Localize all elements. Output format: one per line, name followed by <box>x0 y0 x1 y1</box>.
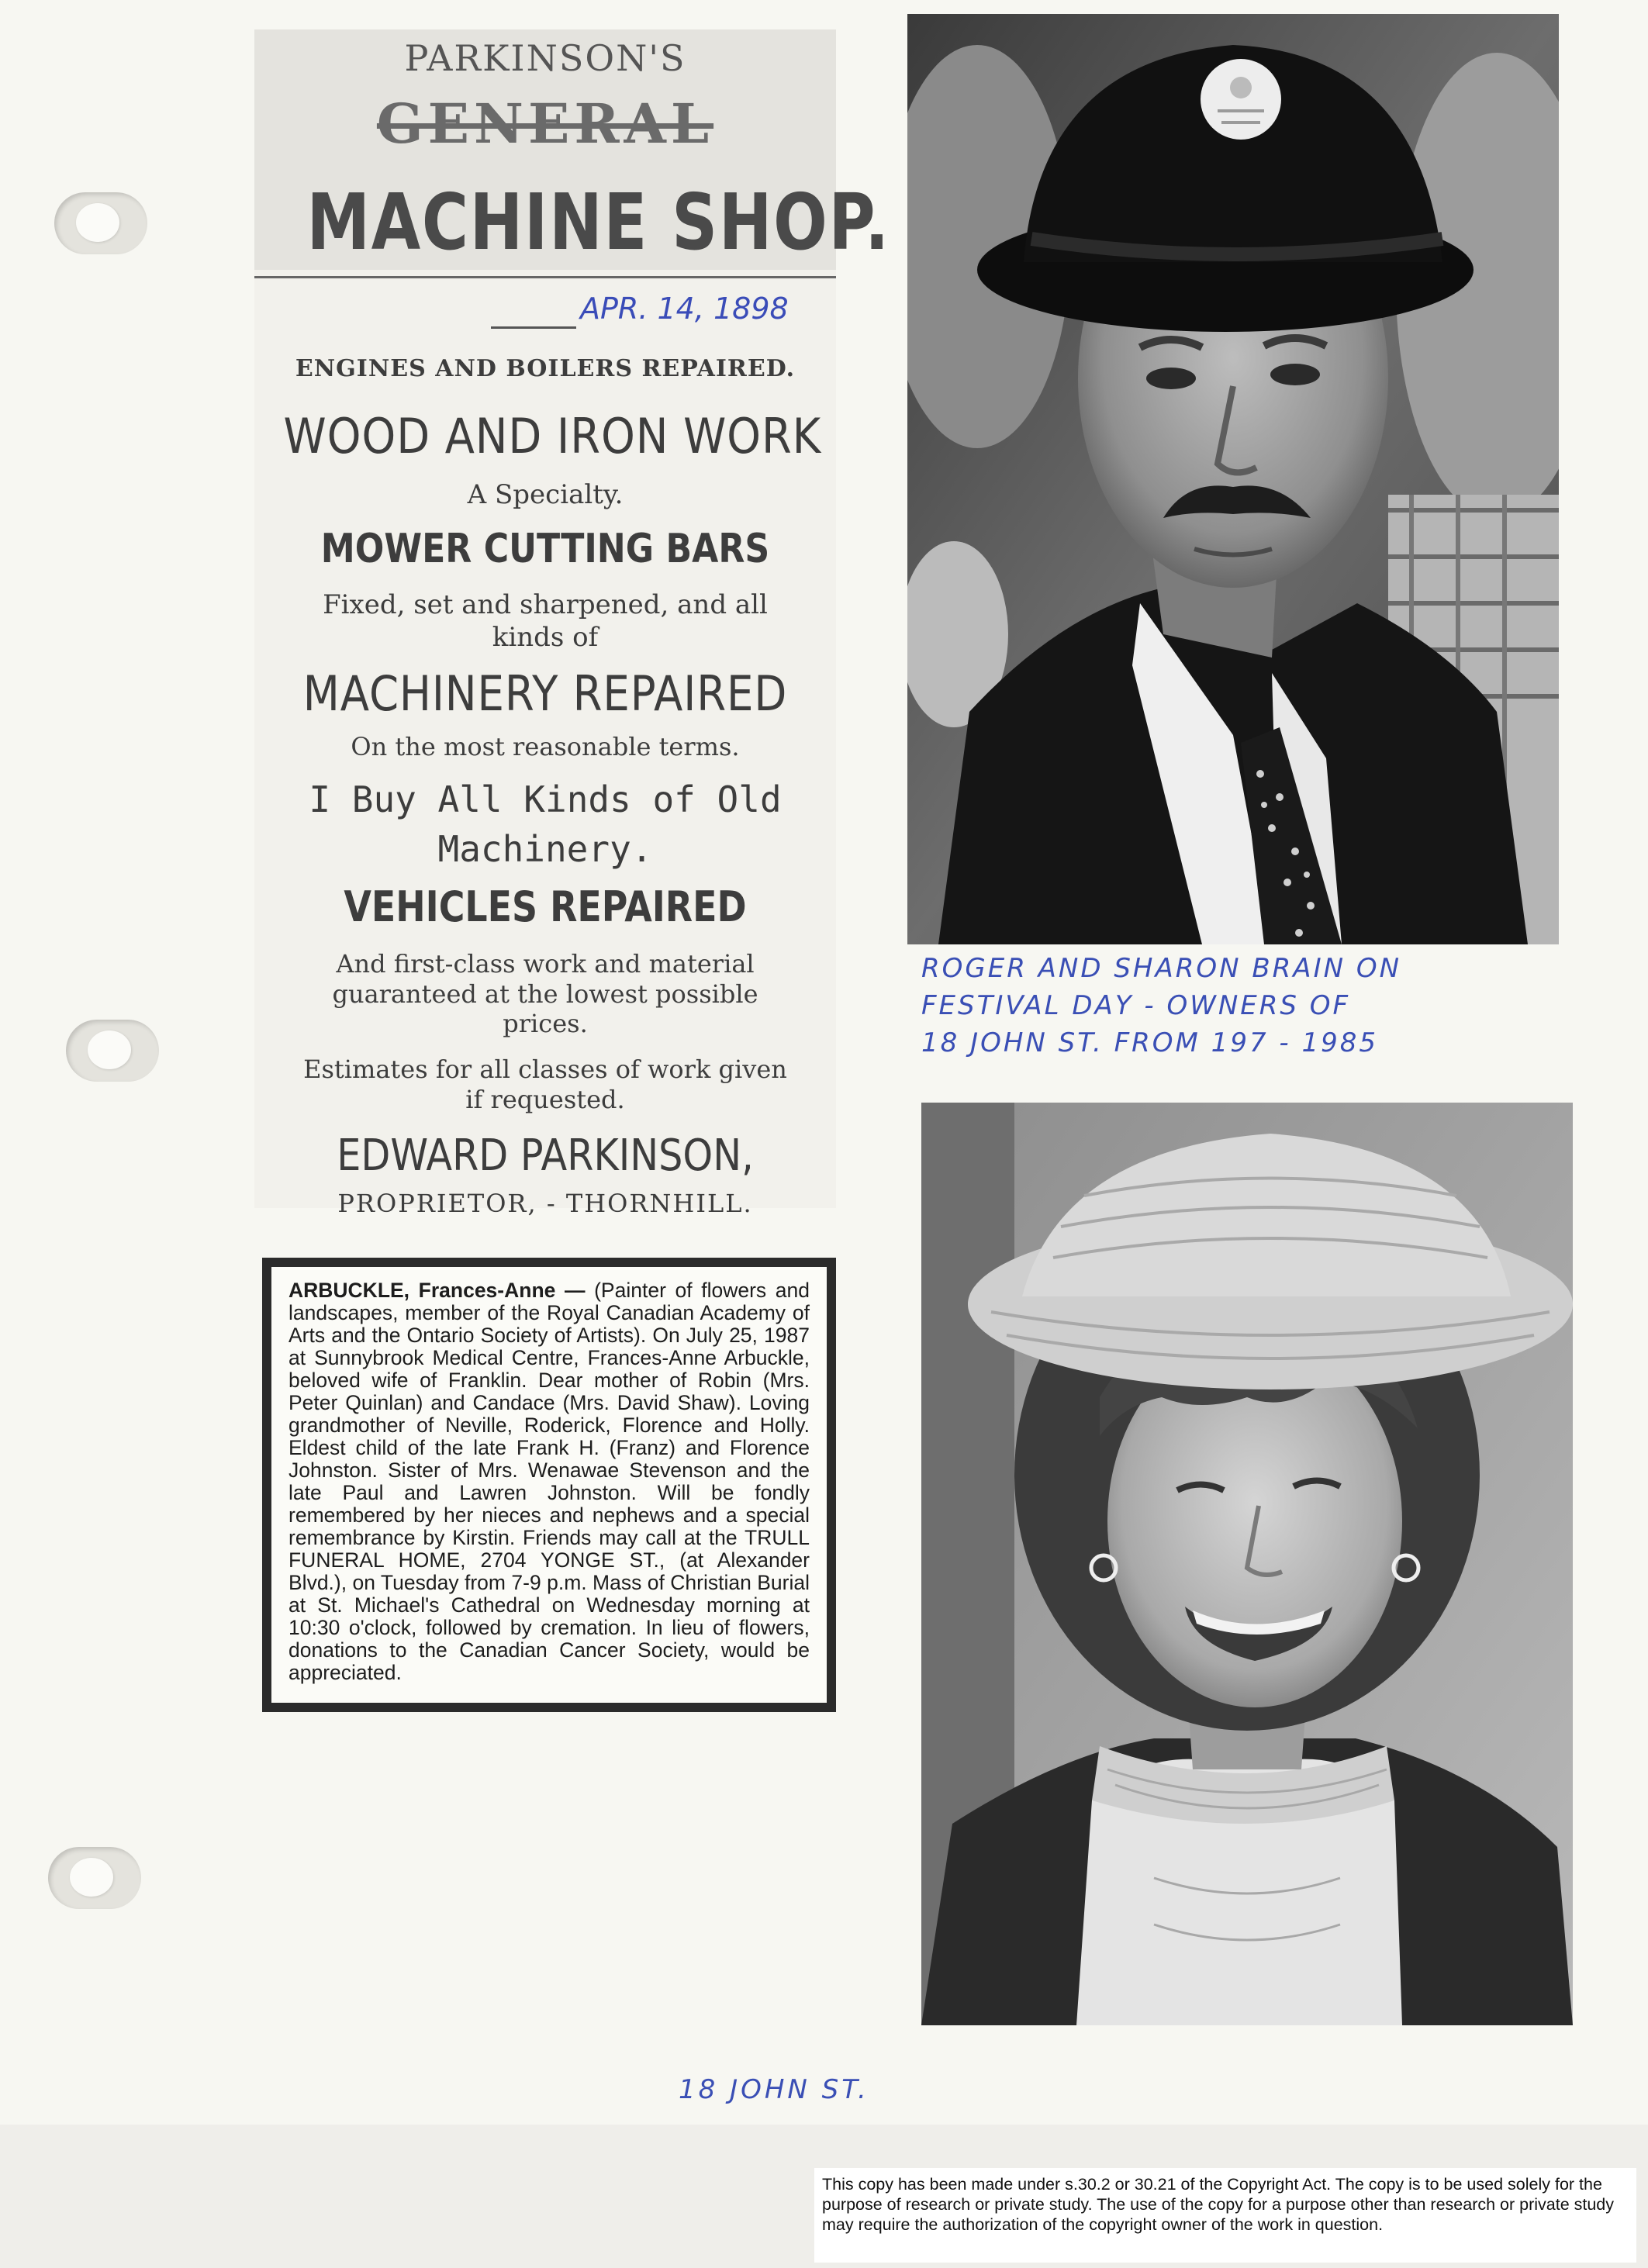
ad-line-guaranteed: guaranteed at the lowest possible <box>332 979 758 1009</box>
ad-general: GENERAL <box>376 91 714 156</box>
photo-man-illustration <box>907 14 1559 944</box>
binder-hole-middle <box>66 1020 159 1082</box>
machine-shop-advertisement <box>254 29 890 1218</box>
photo-man-bowler-hat <box>907 14 1559 944</box>
bottom-address-note: 18 JOHN ST. <box>679 2074 869 2105</box>
binder-hole-top <box>54 192 147 254</box>
ad-line-mower: MOWER CUTTING BARS <box>320 526 770 572</box>
photo-woman-illustration <box>921 1103 1573 2025</box>
caption-line-1: ROGER AND SHARON BRAIN ON <box>921 953 1402 984</box>
ad-line-engines: ENGINES AND BOILERS REPAIRED. <box>295 355 796 382</box>
ad-line-proprietor-location: PROPRIETOR, - THORNHILL. <box>337 1189 753 1218</box>
photo-caption <box>921 950 1557 1062</box>
ad-line-requested: if requested. <box>465 1085 625 1114</box>
photo-woman-straw-hat <box>921 1103 1573 2025</box>
ad-line-fixed: Fixed, set and sharpened, and all <box>323 589 768 620</box>
ad-line-machinery-repaired: MACHINERY REPAIRED <box>302 665 788 722</box>
ad-line-vehicles: VEHICLES REPAIRED <box>344 882 747 931</box>
ad-short-divider <box>491 326 576 329</box>
ad-line-specialty: A Specialty. <box>467 479 624 510</box>
ad-line-first-class: And first-class work and material <box>336 949 755 979</box>
binder-hole-bottom <box>48 1847 141 1909</box>
copyright-notice: This copy has been made under s.30.2 or 30.21 of the Copyright Act. The copy is to be used solely for the purpose of research or private study. The use of the copy for a purpose other than research or private study may require the authorization of the copyright owner of the work in question. <box>814 2168 1636 2263</box>
handwritten-date: APR. 14, 1898 <box>580 292 789 326</box>
obituary-text <box>288 1279 810 1684</box>
ad-line-prices: prices. <box>503 1009 588 1038</box>
ad-line-old-machinery: Machinery. <box>437 828 653 870</box>
caption-line-2: FESTIVAL DAY - OWNERS OF <box>921 990 1351 1021</box>
ad-line-buy: I Buy All Kinds of Old <box>309 778 782 820</box>
ad-line-wood-iron: WOOD AND IRON WORK <box>283 408 822 464</box>
ad-line-proprietor-name: EDWARD PARKINSON, <box>337 1131 754 1181</box>
ad-divider <box>254 276 836 278</box>
ad-line-estimates: Estimates for all classes of work given <box>303 1055 787 1084</box>
caption-line-3: 18 JOHN ST. FROM 197 - 1985 <box>921 1027 1378 1058</box>
ad-owner-name: PARKINSON'S <box>404 37 686 79</box>
obituary-name: ARBUCKLE, Frances-Anne — <box>288 1279 586 1302</box>
obituary-clipping <box>262 1258 836 1712</box>
ad-line-kinds: kinds of <box>492 622 599 653</box>
ad-line-terms: On the most reasonable terms. <box>351 732 740 761</box>
obituary-body: (Painter of flowers and landscapes, member of the Royal Canadian Academy of Arts and the Ontario Society of Artists). On July 25, 1987 at Sunnybrook Medical Centre, Frances-Anne Arbuckle, beloved wife of Franklin. Dear mother of Robin (Mrs. Peter Quinlan) and Candace (Mrs. David Shaw). Loving grandmother of Neville, Roderick, Florence and Holly. Eldest child of the late Frank H. (Franz) and Florence Johnston. Sister of Mrs. Wenawae Stevenson and the late Paul and Lawren Johnston. Will be fondly remembered by her nieces and nephews and a special remembrance by Kirstin. Friends may call at the TRULL FUNERAL HOME, 2704 YONGE ST., (at Alexander Blvd.), on Tuesday from 7-9 p.m. Mass of Christian Burial at St. Michael's Cathedral on Wednesday morning at 10:30 o'clock, followed by cremation. In lieu of flowers, donations to the Canadian Cancer Society, would be appreciated. <box>288 1279 810 1684</box>
ad-headline: MACHINE SHOP. <box>306 177 890 268</box>
